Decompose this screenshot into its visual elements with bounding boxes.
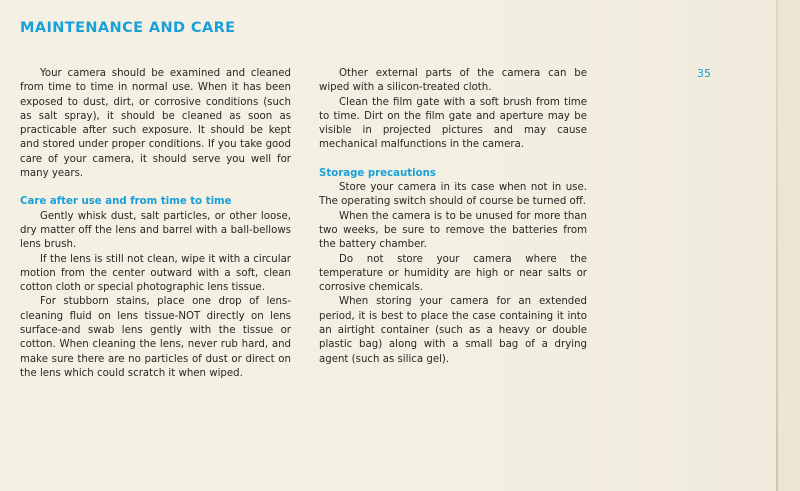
storage-paragraph-2: When the camera is to be unused for more than two weeks, be sure to remove the batteries from the battery chamber. (319, 210, 587, 251)
storage-paragraph-4: When storing your camera for an extended period, it is best to place the case containing it into an airtight container (such as a heavy or double plastic bag) along with a small bag of a drying agent (such as silica gel). (319, 296, 587, 365)
film-gate-paragraph: Clean the film gate with a soft brush from time to time. Dirt on the film gate and aperture may be visible in projected pictures and may cause mechanical malfunctions in the camera. (319, 96, 587, 151)
page-title: MAINTENANCE AND CARE (20, 20, 236, 36)
care-heading: Care after use and from time to time (20, 196, 232, 208)
page-fold-line (776, 0, 778, 491)
storage-heading: Storage precautions (319, 167, 436, 179)
intro-paragraph: Your camera should be examined and cleaned from time to time in normal use. When it has been exposed to dust, dirt, or corrosive conditions (such as salt spray), it should be cleaned as soon as practicable after such exposure. It should be kept and stored under proper conditions. If you take good care of your camera, it should serve you well for many years. (20, 68, 291, 180)
care-paragraph-1: Gently whisk dust, salt particles, or other loose, dry matter off the lens and barrel with a ball-bellows lens brush. (20, 210, 291, 251)
left-column (20, 67, 291, 381)
care-paragraph-2: If the lens is still not clean, wipe it with a circular motion from the center outward with a soft, clean cotton cloth or special photographic lens tissue. (20, 253, 291, 294)
storage-paragraph-3: Do not store your camera where the temperature or humidity are high or near salts or corrosive chemicals. (319, 253, 587, 294)
right-column (319, 67, 587, 367)
care-paragraph-3: For stubborn stains, place one drop of lens-cleaning fluid on lens tissue-NOT directly on lens surface-and swab lens gently with the tissue or cotton. When cleaning the lens, never rub hard, and make sure there are no particles of dust or direct on the lens which could scratch it when wiped. (20, 296, 291, 379)
page-number: 35 (697, 67, 711, 80)
page-edge-shade (778, 0, 800, 491)
external-parts-paragraph: Other external parts of the camera can be wiped with a silicon-treated cloth. (319, 68, 587, 94)
storage-paragraph-1: Store your camera in its case when not in use. The operating switch should of course be turned off. (319, 182, 587, 208)
